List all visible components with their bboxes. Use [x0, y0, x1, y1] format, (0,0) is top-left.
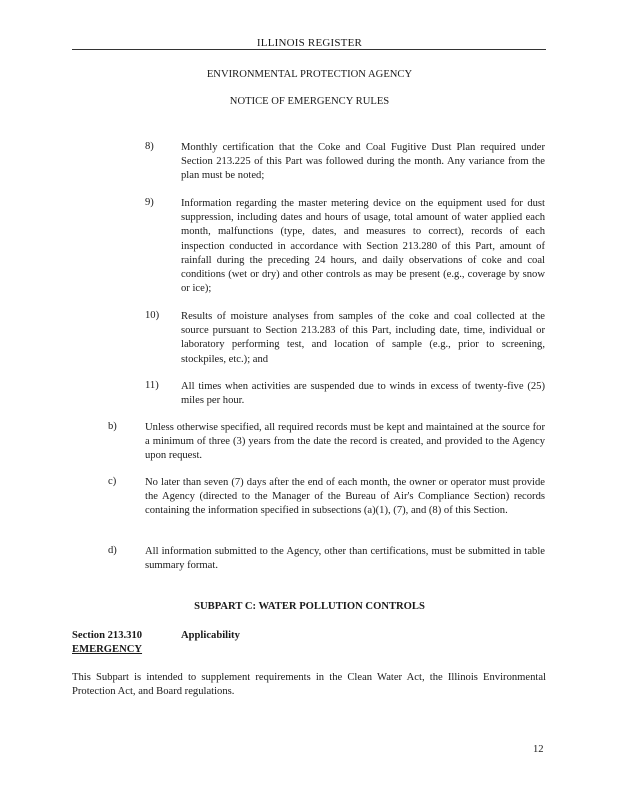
item-d-label: d) — [108, 545, 117, 556]
item-10-text: Results of moisture analyses from samples of the coke and coal collected at the source pursuant to Section 213.283 of this Part, including date, time, individual or laboratory performing test, and location of sample (e.g., prior to screening, stockpiles, etc.); and — [181, 311, 545, 365]
item-11-label: 11) — [145, 380, 159, 391]
page-number: 12 — [533, 744, 544, 755]
section-number: Section 213.310 — [72, 630, 143, 641]
item-c-label: c) — [108, 476, 117, 487]
agency-name: ENVIRONMENTAL PROTECTION AGENCY — [206, 69, 413, 80]
item-8-text: Monthly certification that the Coke and Coal Fugitive Dust Plan required under Section 213.225 of this Part was followed during the month. Any variance from the plan must be noted; — [181, 142, 545, 182]
notice-title: NOTICE OF EMERGENCY RULES — [229, 96, 390, 107]
body-paragraph: This Subpart is intended to supplement requirements in the Clean Water Act, the Illinois Environmental Protection Act, and Board regulations. — [72, 672, 546, 698]
item-8-label: 8) — [145, 141, 154, 152]
item-11-text: All times when activities are suspended due to winds in excess of twenty-five (25) miles per hour. — [181, 381, 545, 407]
item-9-label: 9) — [145, 197, 154, 208]
header-rule — [72, 49, 546, 50]
section-title: Applicability — [181, 630, 240, 641]
item-d-text: All information submitted to the Agency, other than certifications, must be submitted in table summary format. — [145, 546, 545, 572]
subpart-heading: SUBPART C: WATER POLLUTION CONTROLS — [194, 601, 425, 612]
item-9-text: Information regarding the master metering device on the equipment used for dust suppression, including dates and hours of usage, total amount of water applied each month, malfunctions (type, dates, and measures to correct), records of each inspection conducted in accordance with Section 213.280 of this Part, amount of rainfall during the preceding 24 hours, and daily observations of coke and coal conditions (wet or dry) and other controls as may be present (e.g., coverage by snow or ice); — [181, 198, 545, 295]
item-b-label: b) — [108, 421, 117, 432]
item-c-text: No later than seven (7) days after the end of each month, the owner or operator must provide the Agency (directed to the Manager of the Bureau of Air's Compliance Section) records containing the information specified in subsections (a)(1), (7), and (8) of this Section. — [145, 477, 545, 517]
item-b-text: Unless otherwise specified, all required records must be kept and maintained at the source for a minimum of three (3) years from the date the record is created, and provided to the Agency upon request. — [145, 422, 545, 462]
register-title: ILLINOIS REGISTER — [256, 37, 363, 49]
emergency-label: EMERGENCY — [72, 644, 143, 655]
item-10-label: 10) — [145, 310, 160, 321]
